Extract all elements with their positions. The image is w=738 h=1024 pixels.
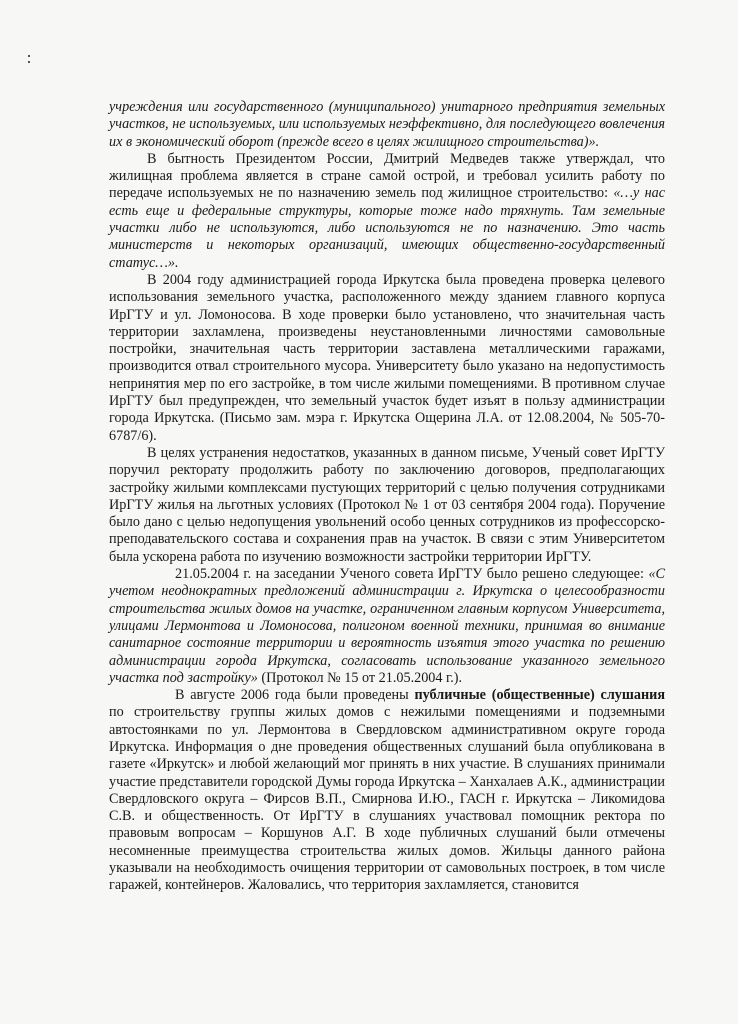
text-run: (Протокол № 15 от 21.05.2004 г.). — [257, 669, 463, 686]
scan-speck-marks — [28, 55, 31, 65]
paragraph-6 — [109, 687, 665, 895]
document-body — [109, 99, 665, 895]
paragraph-1 — [109, 99, 665, 151]
text-run: В бытность Президентом России, Дмитрий Медведев также утверждал, что жилищная проблема является в стране самой острой, и требовал усилить работу по передаче используемых не по назначению земель под жилищное строительство: — [109, 150, 665, 202]
text-run: В августе 2006 года были проведены — [175, 687, 415, 704]
text-run-quote: «С учетом неоднократных предложений администрации г. Иркутска о целесообразности строительства жилых домов на участке, ограниченном главным корпусом Университета, улицами Лермонтова и Ломоносова, полигоном военной техники, принимая во внимание санитарное состояние территории и вероятность изъятия этого участка по решению администрации города Иркутска, согласовать использование указанного земельного участка под застройку» — [109, 566, 665, 686]
text-run: учреждения или государственного (муниципального) унитарного предприятия земельных участков, не используемых, или используемых неэффективно, для последующего вовлечения их в экономический оборот (прежде всего в целях жилищного строительства)». — [109, 99, 665, 150]
text-run: В целях устранения недостатков, указанных в данном письме, Ученый совет ИрГТУ поручил ректорату продолжить работу по заключению договоров, предполагающих застройку жилыми комплексами пустующих территорий с целью получения сотрудниками ИрГТУ жилья на льготных условиях (Протокол № 1 от 03 сентября 2004 года). Поручение было дано с целью недопущения увольнений особо ценных сотрудников из профессорско-преподавательского состава и сохранения прав на участок. В связи с этим Университетом была ускорена работа по изучению возможности застройки территории ИрГТУ. — [109, 444, 665, 565]
paragraph-4 — [109, 445, 665, 566]
paragraph-2 — [109, 151, 665, 272]
paragraph-5 — [109, 566, 665, 687]
text-run: 21.05.2004 г. на заседании Ученого совета ИрГТУ было решено следующее: — [175, 566, 649, 583]
text-run: по строительству группы жилых домов с нежилыми помещениями и подземными автостоянками по ул. Лермонтова в Свердловском административном округе города Иркутска. Информация о дне проведения общественных слушаний была опубликована в газете «Иркутск» и любой желающий мог принять в них участие. В слушаниях принимали участие представители городской Думы города Иркутска – Ханхалаев А.К., администрации Свердловского округа – Фирсов В.П., Смирнова И.Ю., ГАСН г. Иркутска – Ликомидова С.В. и общественность. От ИрГТУ в слушаниях участвовал помощник ректора по правовым вопросам – Коршунов А.Г. В ходе публичных слушаний были отмечены несомненные преимущества строительства жилых домов. Жильцы данного района указывали на необходимость очищения территории от самовольных построек, в том числе гаражей, контейнеров. Жаловались, что территория захламляется, становится — [109, 704, 665, 894]
text-run-quote: «…у нас есть еще и федеральные структуры, которые тоже надо тряхнуть. Там земельные участки либо не используются, либо используются не по назначению. Это часть министерств и некоторых организаций, имеющих общественно-государственный статус…». — [109, 185, 666, 271]
text-run-bold: публичные (общественные) слушания — [414, 687, 665, 704]
paragraph-3 — [109, 272, 665, 445]
text-run: В 2004 году администрацией города Иркутска была проведена проверка целевого использования земельного участка, расположенного между зданием главного корпуса ИрГТУ и ул. Ломоносова. В ходе проверки было установлено, что значительная часть территории захламлена, произведены неустановленными личностями самовольные постройки, значительная часть территории заставлена металлическими гаражами, производится отвал строительного мусора. Университету было указано на недопустимость непринятия мер по его застройке, в том числе жилыми помещениями. В противном случае ИрГТУ был предупрежден, что земельный участок будет изъят в пользу администрации города Иркутска. (Письмо зам. мэра г. Иркутска Ощерина Л.А. от 12.08.2004, № 505-70-6787/6). — [109, 271, 665, 444]
